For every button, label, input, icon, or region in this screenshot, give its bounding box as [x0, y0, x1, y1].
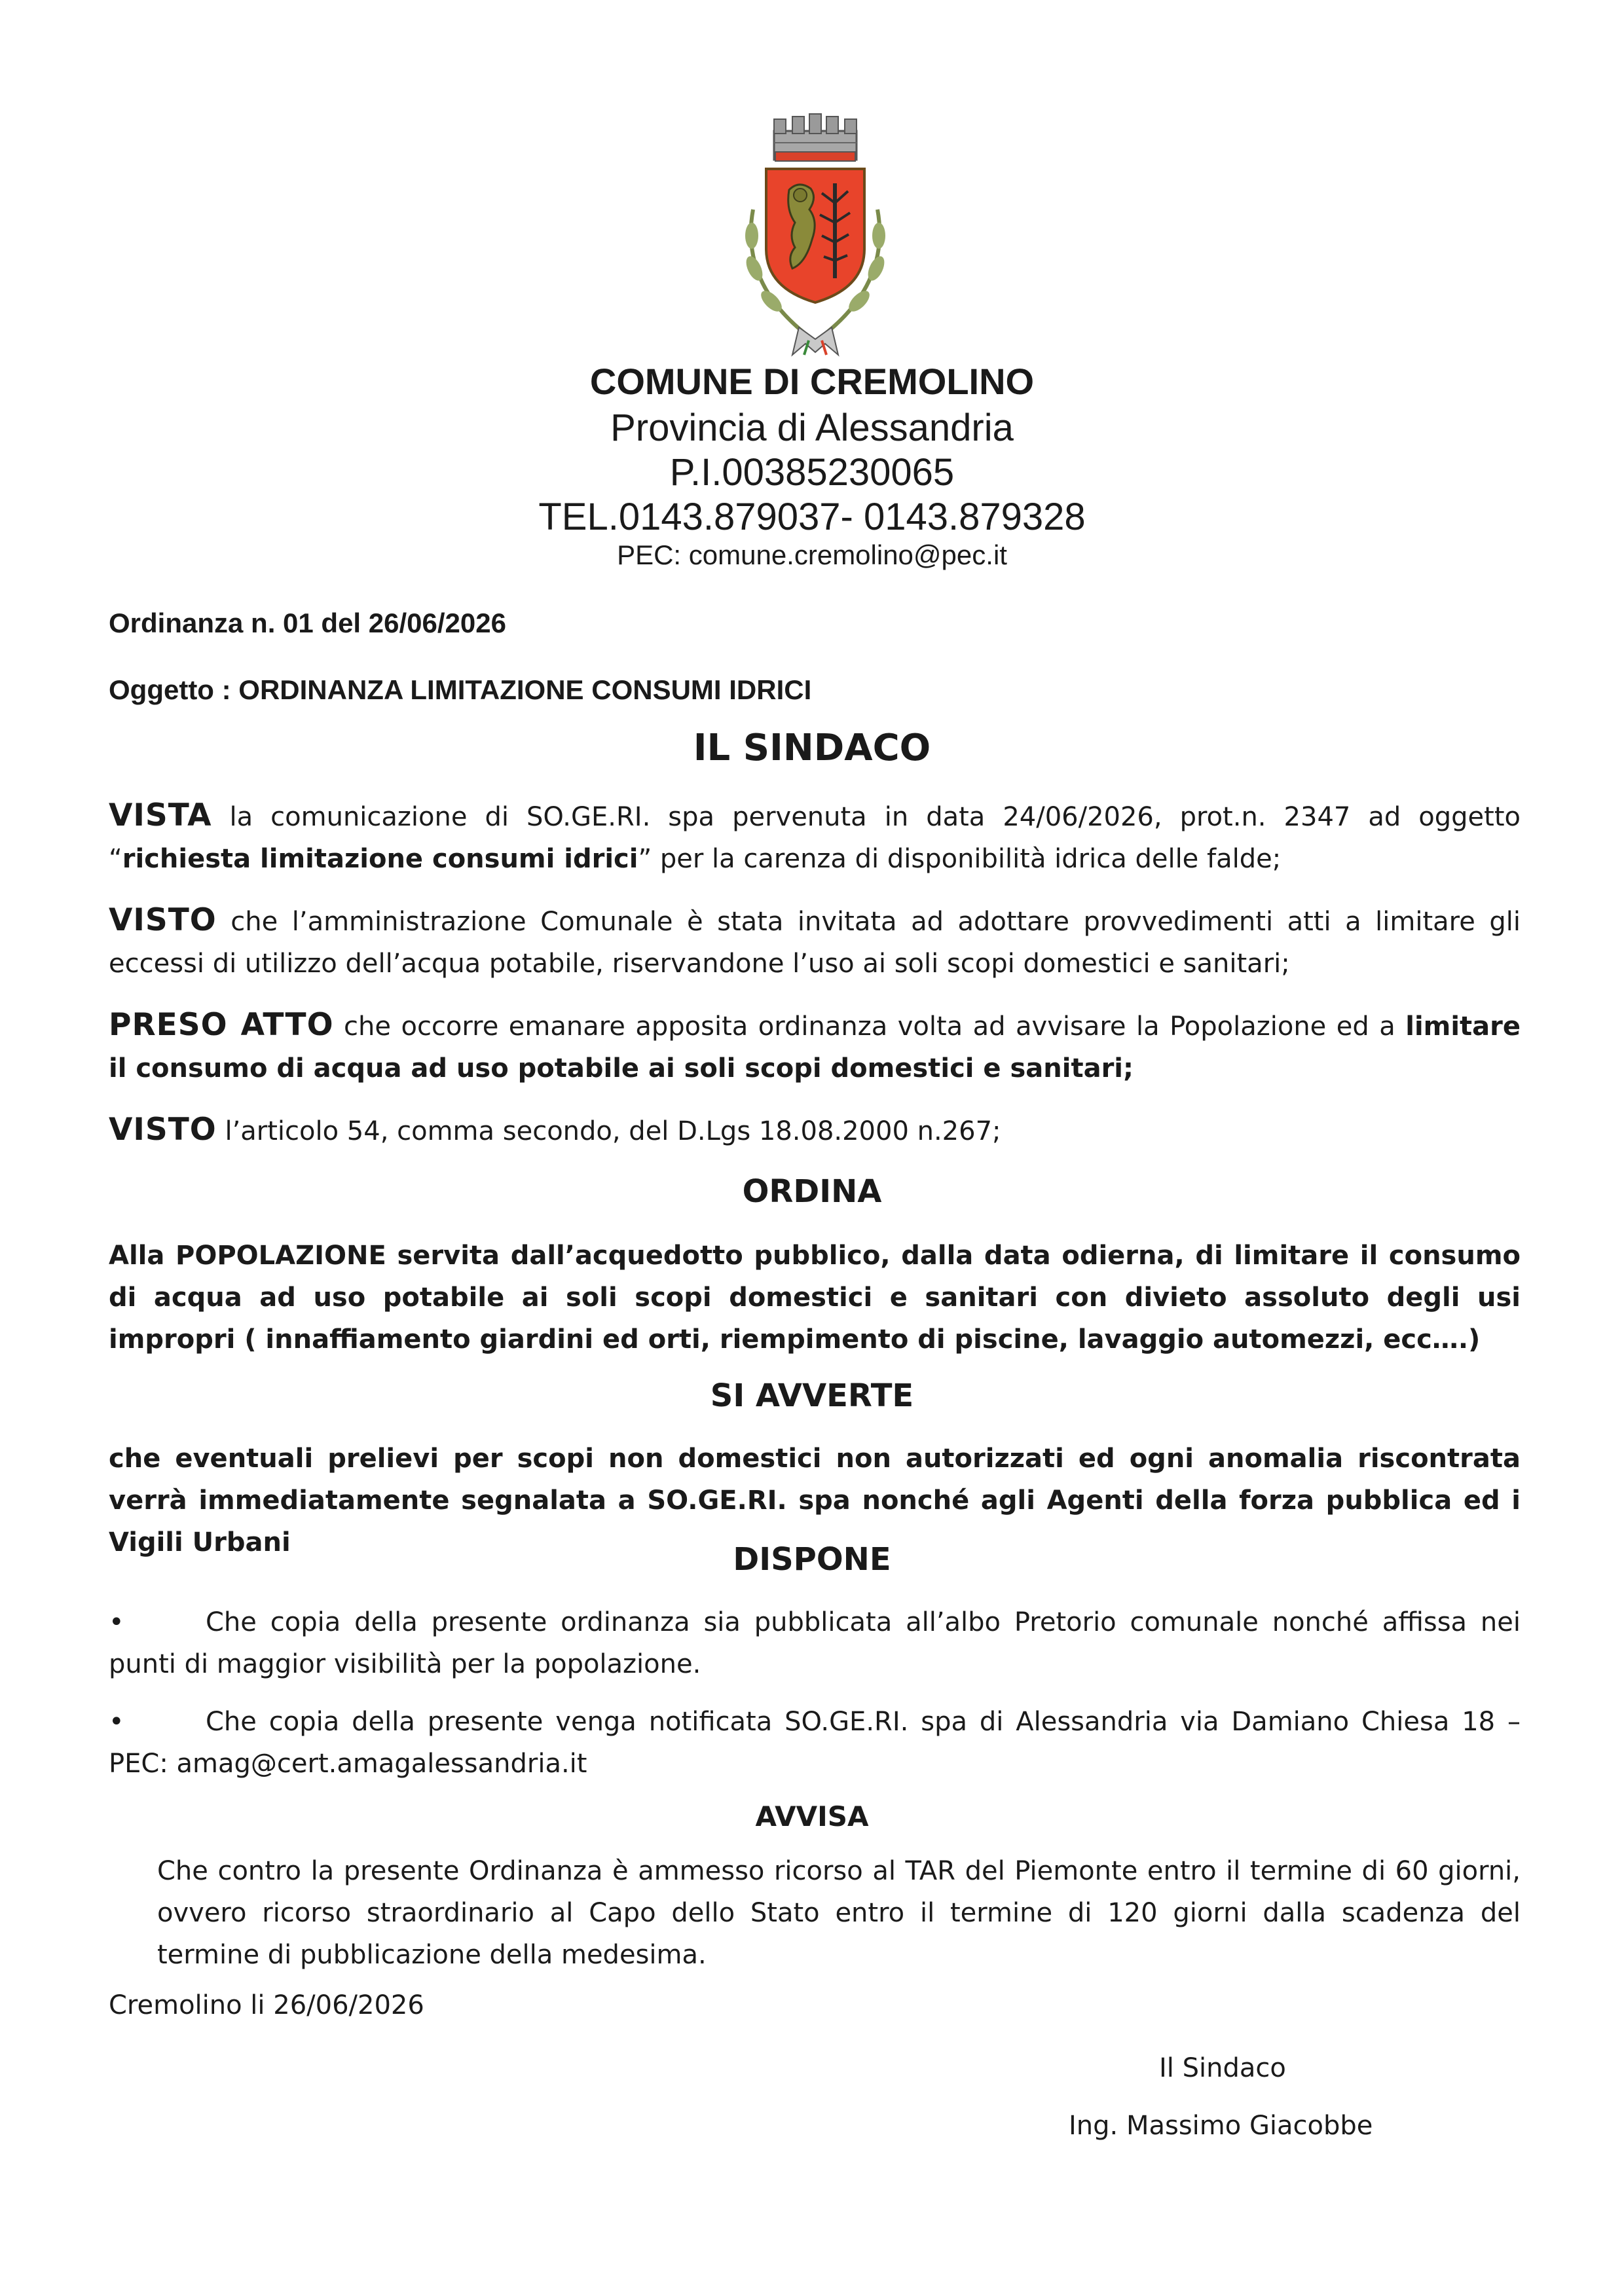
firma-ruolo: Il Sindaco — [1159, 2053, 1286, 2083]
vista-text: la comunicazione di SO.GE.RI. spa pervenuta in data 24/06/2026, prot.n. 2347 ad oggetto “ — [109, 802, 1521, 874]
preso-atto-lead: PRESO ATTO — [109, 1007, 334, 1043]
comune-name: COMUNE DI CREMOLINO — [589, 361, 1035, 402]
oggetto: Oggetto : ORDINANZA LIMITAZIONE CONSUMI IDRICI — [109, 674, 812, 705]
vista-lead: VISTA — [109, 797, 212, 833]
visto-articolo-lead: VISTO — [109, 1112, 217, 1148]
bullet-icon: • — [109, 1707, 124, 1737]
dispone-item — [109, 1701, 1521, 1785]
il-sindaco-heading: IL SINDACO — [693, 727, 931, 769]
provincia: Provincia di Alessandria — [610, 407, 1014, 449]
vista-text-end: ” per la carenza di disponibilità idrica delle falde; — [638, 844, 1282, 874]
firma-nome: Ing. Massimo Giacobbe — [1069, 2111, 1373, 2141]
preso-atto-bold: limitare il consumo di acqua ad uso potabile ai soli scopi domestici e sanitari; — [109, 1011, 1521, 1084]
vista-bold: richiesta limitazione consumi idrici — [122, 844, 638, 874]
dispone-item-text: Che copia della presente venga notificata SO.GE.RI. spa di Alessandria via Damiano Chiesa 18 – PEC: amag@cert.amagalessandria.it — [109, 1707, 1521, 1779]
visto-articolo-text: l’articolo 54, comma secondo, del D.Lgs 18.08.2000 n.267; — [216, 1116, 1001, 1146]
telefono: TEL.0143.879037- 0143.879328 — [538, 496, 1086, 538]
visto-lead: VISTO — [109, 902, 217, 938]
dispone-heading: DISPONE — [733, 1541, 891, 1578]
luogo-data: Cremolino li 26/06/2026 — [109, 1990, 424, 2020]
visto-articolo-paragraph — [109, 1109, 1521, 1152]
visto-text: che l’amministrazione Comunale è stata invitata ad adottare provvedimenti atti a limitare gli eccessi di utilizzo dell’acqua potabile, riservandone l’uso ai soli scopi domestici e sanitari; — [109, 907, 1521, 979]
avvisa-heading: AVVISA — [755, 1800, 869, 1832]
vista-paragraph — [109, 795, 1521, 880]
partita-iva: P.I.00385230065 — [669, 451, 955, 494]
dispone-item — [109, 1601, 1521, 1685]
preso-atto-paragraph — [109, 1004, 1521, 1089]
si-avverte-heading: SI AVVERTE — [710, 1377, 914, 1414]
bullet-icon: • — [109, 1607, 124, 1637]
dispone-item-text: Che copia della presente ordinanza sia pubblicata all’albo Pretorio comunale nonché affissa nei punti di maggior visibilità per la popolazione. — [109, 1607, 1521, 1679]
pec-address: PEC: comune.cremolino@pec.it — [617, 539, 1007, 570]
avvisa-text: Che contro la presente Ordinanza è ammesso ricorso al TAR del Piemonte entro il termine di 60 giorni, ovvero ricorso straordinario al Capo dello Stato entro il termine di 120 giorni dalla scadenza del termine di pubblicazione della medesima. — [157, 1856, 1521, 1970]
si-avverte-text: che eventuali prelievi per scopi non domestici non autorizzati ed ogni anomalia riscontrata verrà immediatamente segnalata a SO.GE.RI. spa nonché agli Agenti della forza pubblica ed i Vigili Urbani — [109, 1444, 1521, 1558]
preso-atto-text: che occorre emanare apposita ordinanza volta ad avvisare la Popolazione ed a — [333, 1011, 1406, 1042]
ordinanza-number: Ordinanza n. 01 del 26/06/2026 — [109, 608, 506, 638]
visto-paragraph — [109, 900, 1521, 985]
coat-of-arms-icon — [727, 111, 904, 360]
ordina-heading: ORDINA — [742, 1173, 882, 1210]
ordina-text: Alla POPOLAZIONE servita dall’acquedotto pubblico, dalla data odierna, di limitare il consumo di acqua ad uso potabile ai soli scopi domestici e sanitari con divieto assoluto degli usi impropri ( innaffiamento giardini ed orti, riempimento di piscine, lavaggio automezzi, ecc….) — [109, 1241, 1521, 1355]
